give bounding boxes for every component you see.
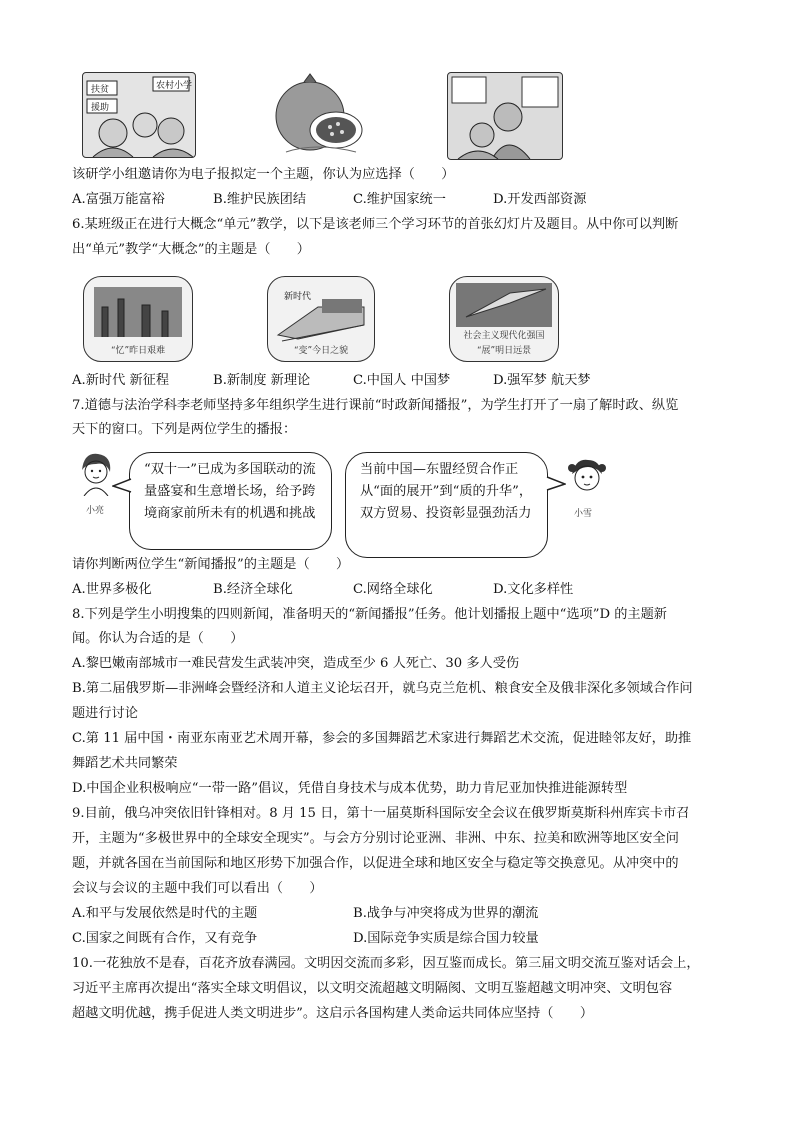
q7-option-d[interactable]: D.文化多样性: [493, 582, 574, 597]
q7-option-c[interactable]: C.网络全球化: [353, 582, 433, 597]
label-village-school: 农村小学: [156, 81, 193, 91]
q6-option-d[interactable]: D.强军梦 航天梦: [493, 373, 591, 388]
q6-option-b[interactable]: B.新制度 新理论: [213, 373, 311, 388]
q7-question-line: 请你判断两位学生“新闻播报”的主题是（ ）: [72, 557, 350, 572]
q9-option-a[interactable]: A.和平与发展依然是时代的主题: [72, 906, 258, 921]
q8-option-c-line-1[interactable]: C.第 11 届中国・南亚东南亚艺术周开幕，参会的多国舞蹈艺术家进行舞蹈艺术交流，促进睦邻友好，助推: [72, 731, 692, 746]
q9-option-b[interactable]: B.战争与冲突将成为世界的潮流: [353, 906, 539, 921]
q5-option-c[interactable]: C.维护国家统一: [353, 192, 446, 207]
q6-option-a[interactable]: A.新时代 新征程: [72, 373, 170, 388]
label-aid: 援助: [91, 103, 110, 113]
q8-option-d[interactable]: D.中国企业积极响应“一带一路”倡议，凭借自身技术与成本优势，助力肯尼亚加快推进能源转型: [72, 781, 628, 796]
right-bubble-tail: [546, 476, 566, 492]
q9-option-d[interactable]: D.国际竞争实质是综合国力较量: [353, 931, 539, 946]
q9-stem-line-1: 9.目前，俄乌冲突依旧针锋相对。8 月 15 日，第十一届莫斯科国际安全会议在俄罗斯莫斯科州库宾卡市召: [72, 806, 690, 821]
left-bubble-tail: [112, 478, 132, 494]
q9-stem-line-3: 题，并就各国在当前国际和地区形势下加强合作，以促进全球和地区安全与稳定等交换意见。从冲突中的: [72, 856, 679, 871]
slide-3-caption: “展”明日远景: [476, 346, 532, 356]
girl-avatar: [566, 456, 608, 500]
q6-option-c[interactable]: C.中国人 中国梦: [353, 373, 451, 388]
boy-name: 小亮: [86, 506, 105, 516]
left-speech-bubble: [129, 452, 332, 550]
q7-stem-line-1: 7.道德与法治学科李老师坚持多年组织学生进行课前“时政新闻播报”，为学生打开了一扇了解时政、纵览: [72, 398, 679, 413]
q9-option-c[interactable]: C.国家之间既有合作，又有竞争: [72, 931, 258, 946]
slide-2-tag: 新时代: [284, 292, 312, 302]
q7-option-b[interactable]: B.经济全球化: [213, 582, 293, 597]
q5-option-d[interactable]: D.开发西部资源: [493, 192, 587, 207]
q9-stem-line-2: 开，主题为“多极世界中的全球安全现实”。与会方分别讨论亚洲、非洲、中东、拉美和欧洲等地区安全问: [72, 831, 679, 846]
q8-option-b-line-1[interactable]: B.第二届俄罗斯—非洲峰会暨经济和人道主义论坛召开，就乌克兰危机、粮食安全及俄非深化多领域合作问: [72, 681, 693, 696]
q5-question-line: 该研学小组邀请你为电子报拟定一个主题，你认为应选择（ ）: [72, 167, 455, 182]
cartoon-poverty-help-image: [82, 72, 196, 158]
left-bubble-text: “双十一”已成为多国联动的流量盛宴和生意增长场，给予跨境商家前所未有的机遇和挑战: [144, 462, 316, 521]
cartoon-exchange-image: [447, 72, 563, 160]
q10-stem-line-2: 习近平主席再次提出“落实全球文明倡议，以文明交流超越文明隔阂、文明互鉴超越文明冲突、文明包容: [72, 981, 673, 996]
slide-1-image: [83, 276, 193, 362]
q8-option-a[interactable]: A.黎巴嫩南部城市一难民营发生武装冲突，造成至少 6 人死亡、30 多人受伤: [72, 656, 520, 671]
q6-stem-line-1: 6.某班级正在进行大概念“单元”教学，以下是该老师三个学习环节的首张幻灯片及题目。从中你可以判断: [72, 217, 679, 232]
q5-option-b[interactable]: B.维护民族团结: [213, 192, 307, 207]
girl-name: 小雪: [574, 509, 593, 519]
right-bubble-text: 当前中国—东盟经贸合作正从“面的展开”到“质的升华”，双方贸易、投资彰显强劲活力: [360, 462, 533, 521]
slide-2-caption: “变”今日之貌: [293, 346, 349, 356]
q9-stem-line-4: 会议与会议的主题中我们可以看出（ ）: [72, 881, 323, 896]
pomegranate-image: [266, 72, 372, 158]
q10-stem-line-3: 超越文明优越，携手促进人类文明进步”。这启示各国构建人类命运共同体应坚持（ ）: [72, 1006, 594, 1021]
q8-option-c-line-2[interactable]: 舞蹈艺术共同繁荣: [72, 756, 178, 771]
label-poverty: 扶贫: [91, 85, 110, 95]
q10-stem-line-1: 10.一花独放不是春，百花齐放春满园。文明因交流而多彩，因互鉴而成长。第三届文明交流互鉴对话会上，: [72, 956, 700, 971]
q6-stem-line-2: 出“单元”教学“大概念”的主题是（ ）: [72, 242, 310, 257]
slide-2-image: [267, 276, 375, 362]
right-speech-bubble: [345, 452, 548, 558]
slide-1-caption: “忆”昨日艰难: [110, 346, 166, 356]
q7-option-a[interactable]: A.世界多极化: [72, 582, 152, 597]
boy-avatar: [76, 450, 116, 496]
q8-stem-line-2: 闻。你认为合适的是（ ）: [72, 631, 244, 646]
slide-3-image: [449, 276, 559, 362]
q7-stem-line-2: 天下的窗口。下列是两位学生的播报：: [72, 422, 297, 437]
q8-option-b-line-2[interactable]: 题进行讨论: [72, 706, 138, 721]
q5-option-a[interactable]: A.富强万能富裕: [72, 192, 165, 207]
slide-3-top-caption: 社会主义现代化强国: [463, 331, 545, 341]
q8-stem-line-1: 8.下列是学生小明搜集的四则新闻，准备明天的“新闻播报”任务。他计划播报上题中“选项”D 的主题新: [72, 607, 667, 622]
